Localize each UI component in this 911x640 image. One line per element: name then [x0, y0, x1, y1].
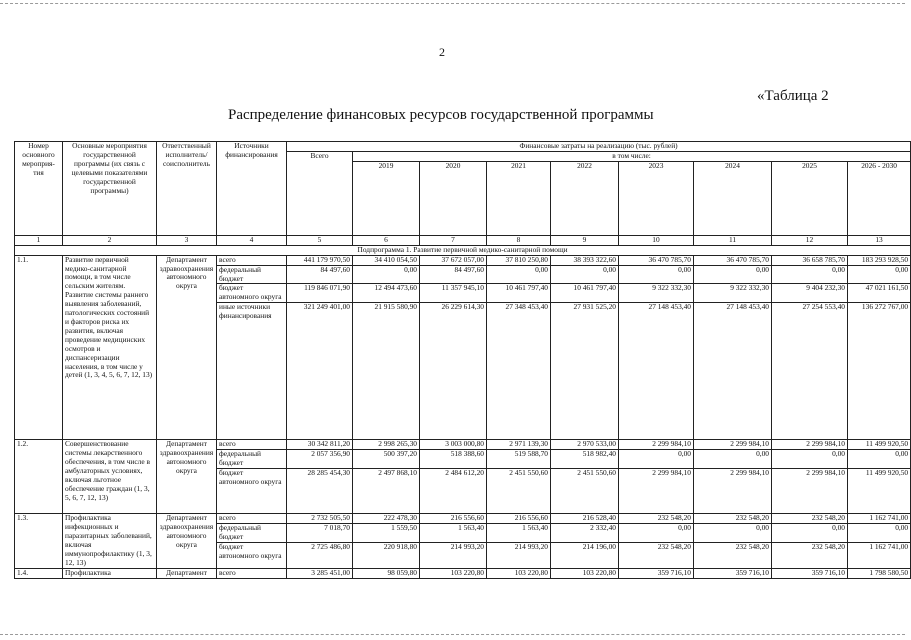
amount-cell: 500 397,20 [353, 450, 420, 469]
finance-table [14, 141, 911, 579]
amount-cell: 321 249 401,00 [287, 303, 353, 440]
activity-number: 1.1. [15, 255, 63, 440]
amount-cell: 2 732 505,50 [287, 514, 353, 524]
funding-source: федеральный бюджет [217, 524, 287, 543]
table-row [15, 255, 911, 265]
column-number: 6 [353, 235, 420, 245]
scan-top-edge [0, 3, 905, 4]
amount-cell: 2 299 984,10 [694, 469, 772, 514]
column-number: 5 [287, 235, 353, 245]
amount-cell: 9 404 232,30 [772, 284, 848, 303]
header-total: Всего [287, 151, 353, 235]
amount-cell: 0,00 [551, 265, 619, 284]
amount-cell: 28 285 454,30 [287, 469, 353, 514]
header-year: 2021 [487, 161, 551, 235]
amount-cell: 0,00 [694, 450, 772, 469]
header-finance: Финансовые затраты на реализацию (тыс. рублей) [287, 142, 911, 152]
amount-cell: 9 322 332,30 [619, 284, 694, 303]
activity-name: Профилактика [63, 568, 157, 578]
header-activities: Основные мероприятия государственной программы (их связь с целевыми показателями государственной программы) [63, 142, 157, 236]
amount-cell: 26 229 614,30 [420, 303, 487, 440]
amount-cell: 136 272 767,00 [848, 303, 911, 440]
activity-executor: Департамент здравоохранения автономного округа [157, 440, 217, 514]
amount-cell: 11 357 945,10 [420, 284, 487, 303]
funding-source: иные источники финансирования [217, 303, 287, 440]
amount-cell: 7 018,70 [287, 524, 353, 543]
column-number: 7 [420, 235, 487, 245]
amount-cell: 1 162 741,00 [848, 514, 911, 524]
amount-cell: 1 559,50 [353, 524, 420, 543]
activity-executor: Департамент здравоохранения автономного округа [157, 514, 217, 568]
document-title: Распределение финансовых ресурсов государственной программы [228, 107, 654, 123]
amount-cell: 2 497 868,10 [353, 469, 420, 514]
activity-name: Развитие первичной медико-санитарной помощи, в том числе сельским жителям. Развитие системы раннего выявления заболеваний, патологических состояний и факторов риска их развития, включая проведение медицинских осмотров и диспансеризации населения, в том числе у детей (1, 3, 4, 5, 6, 7, 12, 13) [63, 255, 157, 440]
header-year: 2023 [619, 161, 694, 235]
funding-source: федеральный бюджет [217, 450, 287, 469]
activity-number: 1.2. [15, 440, 63, 514]
amount-cell: 0,00 [694, 524, 772, 543]
amount-cell: 2 299 984,10 [772, 469, 848, 514]
activity-name: Профилактика инфекционных и паразитарных заболеваний, включая иммунопрофилактику (1, 3, 12, 13) [63, 514, 157, 568]
amount-cell: 36 658 785,70 [772, 255, 848, 265]
column-number: 11 [694, 235, 772, 245]
amount-cell: 0,00 [694, 265, 772, 284]
subprogram-title: Подпрограмма 1. Развитие первичной медико-санитарной помощи [15, 245, 911, 255]
funding-source: бюджет автономного округа [217, 543, 287, 568]
amount-cell: 21 915 580,90 [353, 303, 420, 440]
amount-cell: 2 971 139,30 [487, 440, 551, 450]
amount-cell: 359 716,10 [772, 568, 848, 578]
funding-source: федеральный бюджет [217, 265, 287, 284]
column-number: 13 [848, 235, 911, 245]
amount-cell: 0,00 [487, 265, 551, 284]
page-number: 2 [439, 45, 445, 59]
amount-cell: 441 179 970,50 [287, 255, 353, 265]
amount-cell: 1 563,40 [487, 524, 551, 543]
amount-cell: 0,00 [772, 450, 848, 469]
header-sources: Источники финансирования [217, 142, 287, 236]
amount-cell: 2 484 612,20 [420, 469, 487, 514]
amount-cell: 10 461 797,40 [551, 284, 619, 303]
amount-cell: 37 672 057,00 [420, 255, 487, 265]
funding-source: бюджет автономного округа [217, 469, 287, 514]
column-number: 3 [157, 235, 217, 245]
amount-cell: 214 993,20 [420, 543, 487, 568]
amount-cell: 84 497,60 [287, 265, 353, 284]
amount-cell: 47 021 161,50 [848, 284, 911, 303]
amount-cell: 27 254 553,40 [772, 303, 848, 440]
header-year: 2022 [551, 161, 619, 235]
amount-cell: 2 299 984,10 [694, 440, 772, 450]
column-number: 8 [487, 235, 551, 245]
activity-name: Совершенствование системы лекарственного обеспечения, в том числе в амбулаторных условиях, включая льготное обеспечение граждан (1, 3, 5, 6, 7, 12, 13) [63, 440, 157, 514]
funding-source: всего [217, 440, 287, 450]
amount-cell: 119 846 071,90 [287, 284, 353, 303]
table-row [15, 514, 911, 524]
amount-cell: 2 451 550,60 [487, 469, 551, 514]
amount-cell: 359 716,10 [619, 568, 694, 578]
header-executor: Ответственный исполнитель/ соисполнитель [157, 142, 217, 236]
table-label: «Таблица 2 [757, 88, 829, 104]
activity-number: 1.3. [15, 514, 63, 568]
amount-cell: 9 322 332,30 [694, 284, 772, 303]
amount-cell: 222 478,30 [353, 514, 420, 524]
amount-cell: 2 299 984,10 [619, 469, 694, 514]
amount-cell: 216 528,40 [551, 514, 619, 524]
amount-cell: 27 931 525,20 [551, 303, 619, 440]
amount-cell: 0,00 [848, 265, 911, 284]
amount-cell: 2 332,40 [551, 524, 619, 543]
header-year: 2024 [694, 161, 772, 235]
funding-source: всего [217, 568, 287, 578]
amount-cell: 2 970 533,00 [551, 440, 619, 450]
amount-cell: 232 548,20 [772, 543, 848, 568]
column-number: 9 [551, 235, 619, 245]
scan-bottom-edge [0, 634, 905, 635]
amount-cell: 214 993,20 [487, 543, 551, 568]
activity-number: 1.4. [15, 568, 63, 578]
amount-cell: 232 548,20 [694, 514, 772, 524]
activity-executor: Департамент здравоохранения автономного округа [157, 255, 217, 440]
amount-cell: 2 299 984,10 [619, 440, 694, 450]
amount-cell: 2 451 550,60 [551, 469, 619, 514]
funding-source: бюджет автономного округа [217, 284, 287, 303]
column-number: 10 [619, 235, 694, 245]
amount-cell: 216 556,60 [420, 514, 487, 524]
amount-cell: 3 003 000,80 [420, 440, 487, 450]
amount-cell: 0,00 [848, 524, 911, 543]
amount-cell: 183 293 928,50 [848, 255, 911, 265]
header-including: в том числе: [353, 151, 911, 161]
amount-cell: 84 497,60 [420, 265, 487, 284]
amount-cell: 1 162 741,00 [848, 543, 911, 568]
amount-cell: 34 410 054,50 [353, 255, 420, 265]
amount-cell: 518 388,60 [420, 450, 487, 469]
amount-cell: 12 494 473,60 [353, 284, 420, 303]
amount-cell: 38 393 322,60 [551, 255, 619, 265]
amount-cell: 27 348 453,40 [487, 303, 551, 440]
amount-cell: 3 285 451,00 [287, 568, 353, 578]
amount-cell: 2 725 486,80 [287, 543, 353, 568]
amount-cell: 0,00 [772, 265, 848, 284]
amount-cell: 2 057 356,90 [287, 450, 353, 469]
header-year: 2019 [353, 161, 420, 235]
amount-cell: 519 588,70 [487, 450, 551, 469]
amount-cell: 10 461 797,40 [487, 284, 551, 303]
amount-cell: 27 148 453,40 [694, 303, 772, 440]
table-row [15, 568, 911, 578]
amount-cell: 0,00 [619, 450, 694, 469]
table-row [15, 440, 911, 450]
amount-cell: 232 548,20 [619, 514, 694, 524]
amount-cell: 2 998 265,30 [353, 440, 420, 450]
amount-cell: 1 798 580,50 [848, 568, 911, 578]
amount-cell: 103 220,80 [551, 568, 619, 578]
amount-cell: 359 716,10 [694, 568, 772, 578]
header-year: 2025 [772, 161, 848, 235]
amount-cell: 11 499 920,50 [848, 469, 911, 514]
amount-cell: 36 470 785,70 [694, 255, 772, 265]
column-number: 1 [15, 235, 63, 245]
header-year: 2026 - 2030 [848, 161, 911, 235]
amount-cell: 103 220,80 [420, 568, 487, 578]
amount-cell: 30 342 811,20 [287, 440, 353, 450]
amount-cell: 37 810 250,80 [487, 255, 551, 265]
amount-cell: 518 982,40 [551, 450, 619, 469]
amount-cell: 232 548,20 [772, 514, 848, 524]
amount-cell: 103 220,80 [487, 568, 551, 578]
amount-cell: 11 499 920,50 [848, 440, 911, 450]
amount-cell: 214 196,00 [551, 543, 619, 568]
funding-source: всего [217, 255, 287, 265]
amount-cell: 2 299 984,10 [772, 440, 848, 450]
amount-cell: 27 148 453,40 [619, 303, 694, 440]
column-number: 4 [217, 235, 287, 245]
amount-cell: 216 556,60 [487, 514, 551, 524]
amount-cell: 0,00 [353, 265, 420, 284]
amount-cell: 1 563,40 [420, 524, 487, 543]
amount-cell: 0,00 [848, 450, 911, 469]
header-number: Номер основного мероприя-тия [15, 142, 63, 236]
header-year: 2020 [420, 161, 487, 235]
amount-cell: 0,00 [619, 524, 694, 543]
amount-cell: 0,00 [619, 265, 694, 284]
activity-executor: Департамент [157, 568, 217, 578]
amount-cell: 220 918,80 [353, 543, 420, 568]
amount-cell: 36 470 785,70 [619, 255, 694, 265]
column-number: 12 [772, 235, 848, 245]
amount-cell: 98 059,80 [353, 568, 420, 578]
amount-cell: 0,00 [772, 524, 848, 543]
funding-source: всего [217, 514, 287, 524]
amount-cell: 232 548,20 [619, 543, 694, 568]
amount-cell: 232 548,20 [694, 543, 772, 568]
column-number: 2 [63, 235, 157, 245]
